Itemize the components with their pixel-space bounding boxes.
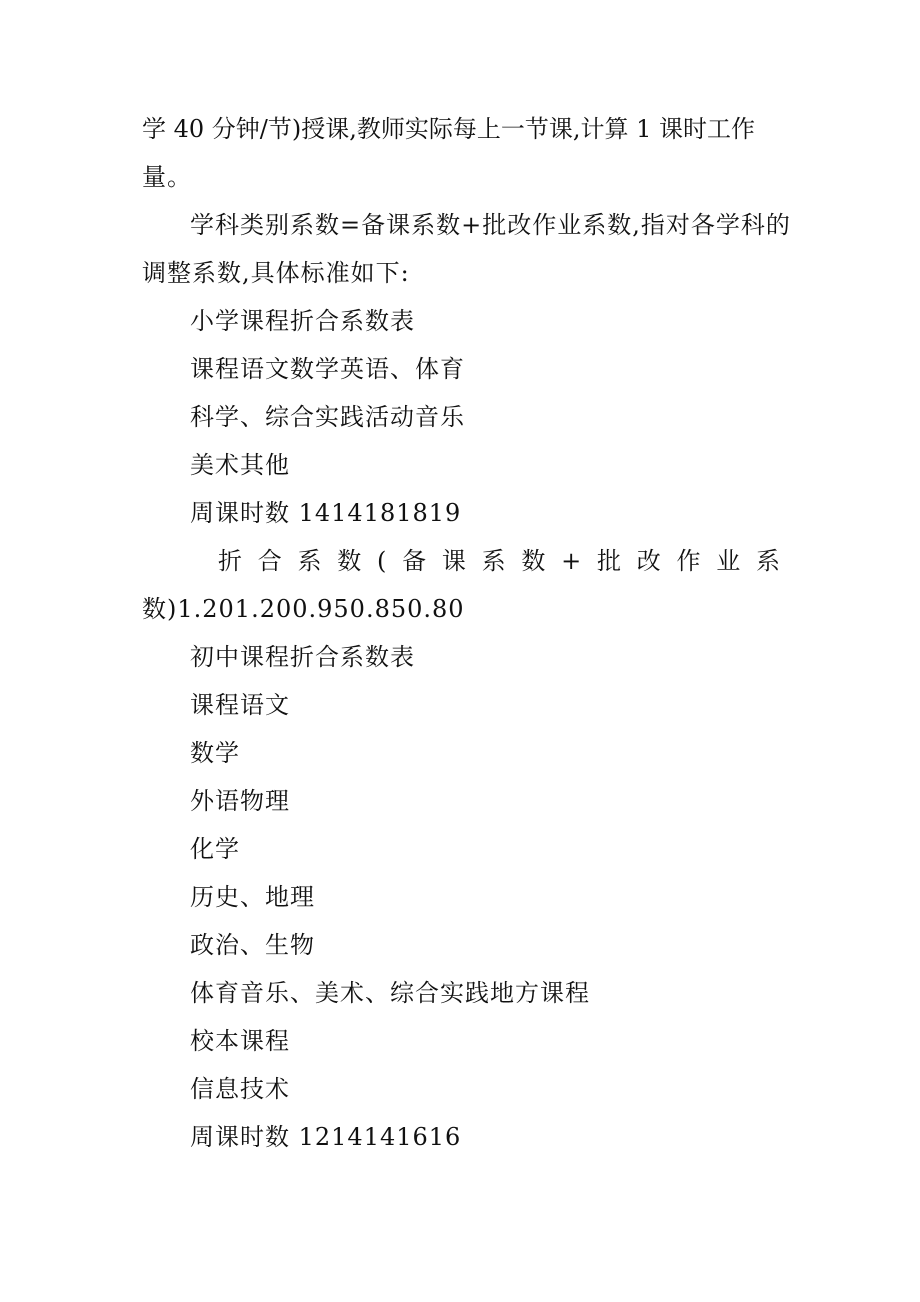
table-title-junior: 初中课程折合系数表 <box>190 643 415 671</box>
text-line: 课程语文 <box>190 691 290 719</box>
table-title-primary: 小学课程折合系数表 <box>190 307 415 335</box>
spaced-char: 系 <box>297 547 322 575</box>
spaced-char: 课 <box>441 547 466 575</box>
text-line: 周课时数 1214141616 <box>190 1123 462 1151</box>
spaced-char: 折 <box>218 547 242 575</box>
text-line: 数)1.201.200.950.850.80 <box>142 595 465 623</box>
spaced-char: 业 <box>716 547 741 575</box>
spaced-char: 系 <box>755 547 780 575</box>
text-line: 数学 <box>190 739 240 767</box>
text-line: 信息技术 <box>190 1075 290 1103</box>
spaced-char: 数 <box>521 547 546 575</box>
text-line: 外语物理 <box>190 787 290 815</box>
text-line: 课程语文数学英语、体育 <box>190 355 465 383</box>
spaced-char: 改 <box>636 547 661 575</box>
spaced-char: 合 <box>257 547 282 575</box>
text-line: 政治、生物 <box>190 931 315 959</box>
spaced-char: 系 <box>481 547 506 575</box>
spaced-line <box>218 546 780 576</box>
text-line: 科学、综合实践活动音乐 <box>190 403 465 431</box>
paragraph-line-4: 调整系数,具体标准如下: <box>142 259 410 287</box>
spaced-char: 数 <box>337 547 362 575</box>
text-line: 校本课程 <box>190 1027 290 1055</box>
spaced-char: 备 <box>402 547 427 575</box>
text-line: 周课时数 1414181819 <box>190 499 462 527</box>
text-line: 体育音乐、美术、综合实践地方课程 <box>190 979 590 1007</box>
paragraph-line-3: 学科类别系数=备课系数+批改作业系数,指对各学科的 <box>190 211 791 239</box>
spaced-char: + <box>561 547 582 575</box>
spaced-char: 批 <box>596 547 621 575</box>
text-line: 历史、地理 <box>190 883 315 911</box>
spaced-char: ( <box>377 547 387 575</box>
paragraph-line-1: 学 40 分钟/节)授课,教师实际每上一节课,计算 1 课时工作 <box>142 115 756 143</box>
spaced-char: 作 <box>676 547 701 575</box>
paragraph-line-2: 量。 <box>142 163 192 191</box>
text-line: 化学 <box>190 835 240 863</box>
text-line: 美术其他 <box>190 451 290 479</box>
